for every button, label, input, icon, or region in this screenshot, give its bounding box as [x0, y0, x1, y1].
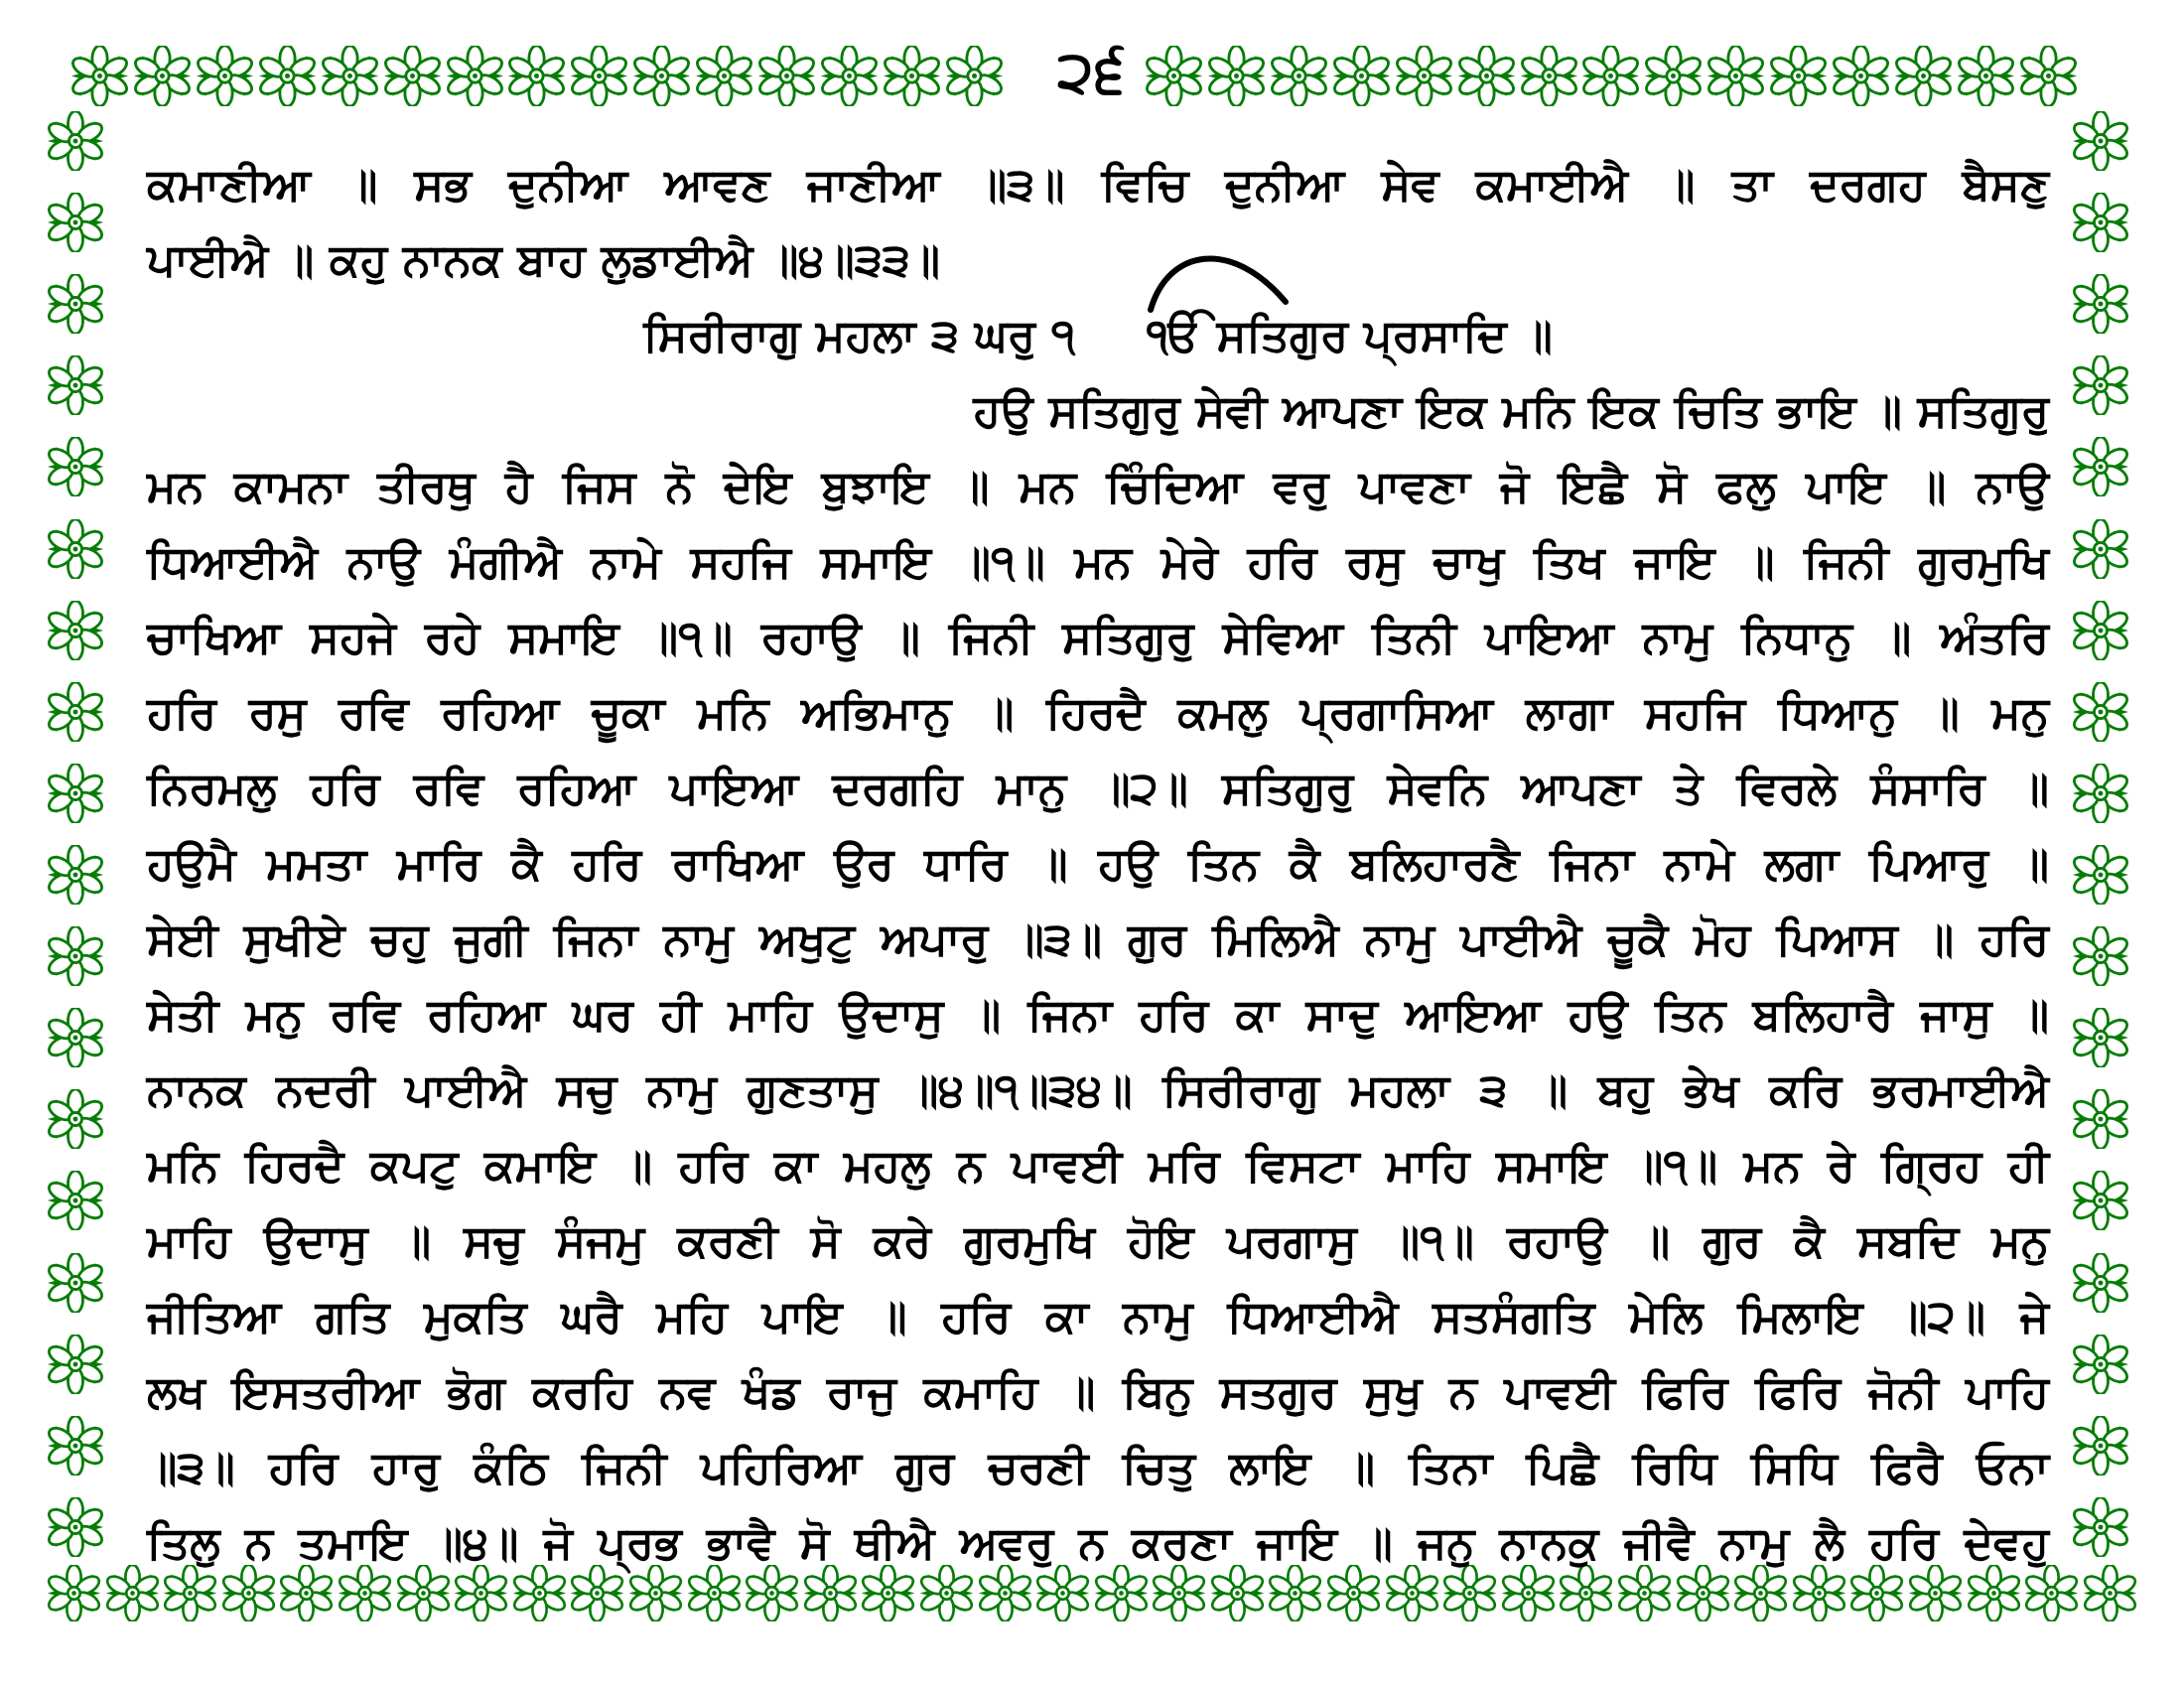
flower-ornament-icon: [46, 437, 105, 496]
text-line: ਮਾਹਿ ਉਦਾਸੁ ॥ ਸਚੁ ਸੰਜਮੁ ਕਰਣੀ ਸੋ ਕਰੇ ਗੁਰਮੁਖਿ ਹੋਇ ਪਰਗਾਸੁ ॥੧॥ ਰਹਾਉ ॥ ਗੁਰ ਕੈ ਸਬਦਿ ਮਨੁ: [147, 1214, 2049, 1267]
flower-ornament-icon: [1831, 46, 1891, 106]
border-right: [2071, 111, 2132, 1557]
flower-ornament-icon: [46, 1565, 102, 1621]
flower-ornament-icon: [2071, 274, 2130, 334]
text-line: ਨਾਨਕ ਨਦਰੀ ਪਾਈਐ ਸਚੁ ਨਾਮੁ ਗੁਣਤਾਸੁ ॥੪॥੧॥੩੪॥ ਸਿਰੀਰਾਗੁ ਮਹਲਾ ੩ ॥ ਬਹੁ ਭੇਖ ਕਰਿ ਭਰਮਾਈਐ: [147, 1063, 2049, 1116]
flower-ornament-icon: [2018, 46, 2079, 106]
flower-ornament-icon: [2071, 845, 2130, 905]
text-line: ਹਉਮੈ ਮਮਤਾ ਮਾਰਿ ਕੈ ਹਰਿ ਰਾਖਿਆ ਉਰ ਧਾਰਿ ॥ ਹਉ ਤਿਨ ਕੈ ਬਲਿਹਾਰਣੈ ਜਿਨਾ ਨਾਮੇ ਲਗਾ ਪਿਆਰੁ ॥: [147, 837, 2049, 890]
flower-ornament-icon: [2082, 1565, 2138, 1621]
text-line: ਨਿਰਮਲੁ ਹਰਿ ਰਵਿ ਰਹਿਆ ਪਾਇਆ ਦਰਗਹਿ ਮਾਨੁ ॥੨॥ ਸਤਿਗੁਰੁ ਸੇਵਨਿ ਆਪਣਾ ਤੇ ਵਿਰਲੇ ਸੰਸਾਰਿ ॥: [147, 762, 2049, 814]
flower-ornament-icon: [2071, 764, 2130, 823]
text-line: ਕਮਾਣੀਆ ॥ ਸਭ ਦੁਨੀਆ ਆਵਣ ਜਾਣੀਆ ॥੩॥ ਵਿਚਿ ਦੁਨੀਆ ਸੇਵ ਕਮਾਈਐ ॥ ਤਾ ਦਰਗਹ ਬੈਸਣੁ: [147, 158, 2049, 211]
text-line: ਚਾਖਿਆ ਸਹਜੇ ਰਹੇ ਸਮਾਇ ॥੧॥ ਰਹਾਉ ॥ ਜਿਨੀ ਸਤਿਗੁਰੁ ਸੇਵਿਆ ਤਿਨੀ ਪਾਇਆ ਨਾਮੁ ਨਿਧਾਨੁ ॥ ਅੰਤਰਿ: [147, 611, 2049, 663]
flower-ornament-icon: [1768, 46, 1829, 106]
flower-ornament-icon: [2071, 111, 2130, 171]
flower-ornament-icon: [46, 1335, 105, 1394]
flower-ornament-icon: [46, 1253, 105, 1313]
flower-ornament-icon: [1331, 46, 1392, 106]
text-line: ਹਉ ਸਤਿਗੁਰੁ ਸੇਵੀ ਆਪਣਾ ਇਕ ਮਨਿ ਇਕ ਚਿਤਿ ਭਾਇ ॥ ਸਤਿਗੁਰੁ: [973, 384, 2049, 437]
text-line: ਤਿਲੁ ਨ ਤਮਾਇ ॥੪॥ ਜੋ ਪ੍ਰਭ ਭਾਵੈ ਸੋ ਥੀਐ ਅਵਰੁ ਨ ਕਰਣਾ ਜਾਇ ॥ ਜਨੁ ਨਾਨਕੁ ਜੀਵੈ ਨਾਮੁ ਲੈ ਹਰਿ ਦੇਵਹੁ: [147, 1516, 2049, 1569]
flower-ornament-icon: [2071, 1253, 2130, 1313]
border-left: [46, 111, 107, 1557]
text-line: ਮਨਿ ਹਿਰਦੈ ਕਪਟੁ ਕਮਾਇ ॥ ਹਰਿ ਕਾ ਮਹਲੁ ਨ ਪਾਵਈ ਮਰਿ ਵਿਸਟਾ ਮਾਹਿ ਸਮਾਇ ॥੧॥ ਮਨ ਰੇ ਗ੍ਰਿਹ ਹੀ: [147, 1139, 2049, 1192]
ik-onkar-group: [1147, 298, 1553, 373]
flower-ornament-icon: [46, 764, 105, 823]
flower-ornament-icon: [2071, 193, 2130, 252]
flower-ornament-icon: [1706, 46, 1766, 106]
flower-ornament-icon: [46, 1171, 105, 1230]
page-number: ੨੬: [1057, 38, 1127, 105]
text-line: ਹਰਿ ਰਸੁ ਰਵਿ ਰਹਿਆ ਚੂਕਾ ਮਨਿ ਅਭਿਮਾਨੁ ॥ ਹਿਰਦੈ ਕਮਲੁ ਪ੍ਰਗਾਸਿਆ ਲਾਗਾ ਸਹਜਿ ਧਿਆਨੁ ॥ ਮਨੁ: [147, 686, 2049, 739]
flower-ornament-icon: [46, 1497, 105, 1557]
text-line: ਮਨ ਕਾਮਨਾ ਤੀਰਥੁ ਹੈ ਜਿਸ ਨੋ ਦੇਇ ਬੁਝਾਇ ॥ ਮਨ ਚਿੰਦਿਆ ਵਰੁ ਪਾਵਣਾ ਜੋ ਇਛੈ ਸੋ ਫਲੁ ਪਾਇ ॥ ਨਾਉ: [147, 460, 2049, 512]
flower-ornament-icon: [2071, 926, 2130, 986]
flower-ornament-icon: [1643, 46, 1704, 106]
text-line: ਸੇਤੀ ਮਨੁ ਰਵਿ ਰਹਿਆ ਘਰ ਹੀ ਮਾਹਿ ਉਦਾਸੁ ॥ ਜਿਨਾ ਹਰਿ ਕਾ ਸਾਦੁ ਆਇਆ ਹਉ ਤਿਨ ਬਲਿਹਾਰੈ ਜਾਸੁ ॥: [147, 988, 2049, 1041]
flower-ornament-icon: [1580, 46, 1641, 106]
flower-ornament-icon: [1519, 46, 1579, 106]
mool-mantar-invocation: ੴ ਸਤਿਗੁਰ ਪ੍ਰਸਾਦਿ ॥: [1147, 309, 1553, 361]
border-top-right: [1144, 46, 2079, 109]
flower-ornament-icon: [1144, 46, 1204, 106]
flower-ornament-icon: [1456, 46, 1517, 106]
text-line: ਧਿਆਈਐ ਨਾਉ ਮੰਗੀਐ ਨਾਮੇ ਸਹਜਿ ਸਮਾਇ ॥੧॥ ਮਨ ਮੇਰੇ ਹਰਿ ਰਸੁ ਚਾਖੁ ਤਿਖ ਜਾਇ ॥ ਜਿਨੀ ਗੁਰਮੁਖਿ: [147, 535, 2049, 588]
flower-ornament-icon: [46, 601, 105, 660]
flower-ornament-icon: [46, 1089, 105, 1149]
flower-ornament-icon: [46, 926, 105, 986]
flower-ornament-icon: [46, 274, 105, 334]
flower-ornament-icon: [2071, 437, 2130, 496]
flower-ornament-icon: [2071, 519, 2130, 579]
flower-ornament-icon: [46, 682, 105, 742]
flower-ornament-icon: [1206, 46, 1267, 106]
flower-ornament-icon: [2071, 355, 2130, 415]
flower-ornament-icon: [2071, 1171, 2130, 1230]
flower-ornament-icon: [46, 1416, 105, 1476]
flower-ornament-icon: [2071, 1416, 2130, 1476]
flower-ornament-icon: [46, 111, 105, 171]
text-line: ਪਾਈਐ ॥ ਕਹੁ ਨਾਨਕ ਬਾਹ ਲੁਡਾਈਐ ॥੪॥੩੩॥: [147, 233, 941, 286]
shabad-heading: [147, 298, 2049, 373]
flower-ornament-icon: [2071, 1335, 2130, 1394]
flower-ornament-icon: [46, 519, 105, 579]
flower-ornament-icon: [2071, 1089, 2130, 1149]
flower-ornament-icon: [46, 1008, 105, 1067]
scripture-text-block: [147, 147, 2049, 1581]
flower-ornament-icon: [2071, 682, 2130, 742]
heading-raag-title: ਸਿਰੀਰਾਗੁ ਮਹਲਾ ੩ ਘਰੁ ੧: [643, 309, 1076, 361]
flower-ornament-icon: [46, 193, 105, 252]
text-line: ਲਖ ਇਸਤਰੀਆ ਭੋਗ ਕਰਹਿ ਨਵ ਖੰਡ ਰਾਜੁ ਕਮਾਹਿ ॥ ਬਿਨੁ ਸਤਗੁਰ ਸੁਖੁ ਨ ਪਾਵਈ ਫਿਰਿ ਫਿਰਿ ਜੋਨੀ ਪਾਹਿ: [147, 1365, 2049, 1418]
flower-ornament-icon: [2071, 601, 2130, 660]
flower-ornament-icon: [46, 355, 105, 415]
flower-ornament-icon: [1893, 46, 1954, 106]
flower-ornament-icon: [1956, 46, 2016, 106]
flower-ornament-icon: [2071, 1008, 2130, 1067]
text-line: ਜੀਤਿਆ ਗਤਿ ਮੁਕਤਿ ਘਰੈ ਮਹਿ ਪਾਇ ॥ ਹਰਿ ਕਾ ਨਾਮੁ ਧਿਆਈਐ ਸਤਸੰਗਤਿ ਮੇਲਿ ਮਿਲਾਇ ॥੨॥ ਜੇ: [147, 1290, 2049, 1342]
flower-ornament-icon: [1269, 46, 1329, 106]
flower-ornament-icon: [1394, 46, 1454, 106]
text-line: ॥੩॥ ਹਰਿ ਹਾਰੁ ਕੰਠਿ ਜਿਨੀ ਪਹਿਰਿਆ ਗੁਰ ਚਰਣੀ ਚਿਤੁ ਲਾਇ ॥ ਤਿਨਾ ਪਿਛੈ ਰਿਧਿ ਸਿਧਿ ਫਿਰੈ ਓਨਾ: [147, 1441, 2049, 1493]
text-line: ਸੇਈ ਸੁਖੀਏ ਚਹੁ ਜੁਗੀ ਜਿਨਾ ਨਾਮੁ ਅਖੁਟੁ ਅਪਾਰੁ ॥੩॥ ਗੁਰ ਮਿਲਿਐ ਨਾਮੁ ਪਾਈਐ ਚੂਕੈ ਮੋਹ ਪਿਆਸ ॥ ਹਰਿ: [147, 913, 2049, 965]
flower-ornament-icon: [2071, 1497, 2130, 1557]
flower-ornament-icon: [46, 845, 105, 905]
